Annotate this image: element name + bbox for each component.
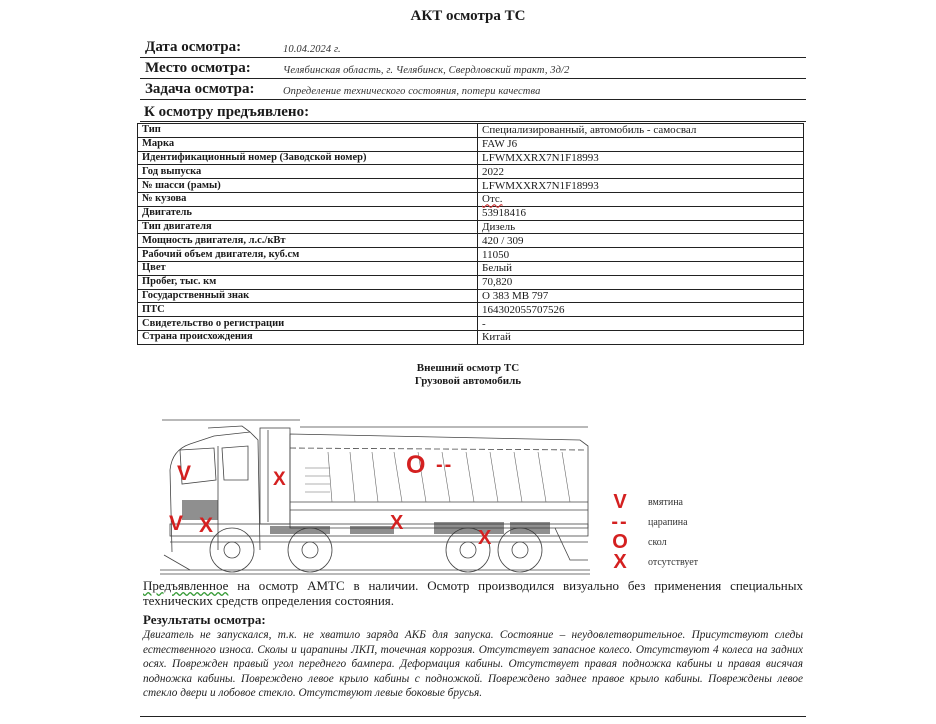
table-row xyxy=(138,137,804,151)
table-row xyxy=(138,303,804,317)
spec-value: Дизель xyxy=(478,220,804,234)
inspection-title: Внешний осмотр ТС xyxy=(416,362,520,374)
table-row xyxy=(138,192,804,206)
spec-value: 420 / 309 xyxy=(478,234,804,248)
table-row xyxy=(138,165,804,179)
spec-key: Мощность двигателя, л.с./кВт xyxy=(138,234,478,248)
spec-key: Идентификационный номер (Заводской номер) xyxy=(138,151,478,165)
table-row xyxy=(138,179,804,193)
spec-value: Отс. xyxy=(478,192,804,206)
spec-value: LFWMXXRX7N1F18993 xyxy=(478,151,804,165)
spec-key: Страна происхождения xyxy=(138,330,478,344)
spec-key: Цвет xyxy=(138,261,478,275)
spec-value: О 383 МВ 797 xyxy=(478,289,804,303)
spec-key: № кузова xyxy=(138,192,478,206)
note-text: на осмотр АМТС в наличии. Осмотр производился визуально без применения специальных технических средств определения состояния. xyxy=(143,578,803,608)
spec-value: Белый xyxy=(478,261,804,275)
missing-mark-wheels: X xyxy=(478,527,492,549)
spec-key: Марка xyxy=(138,137,478,151)
legend-item xyxy=(608,552,748,572)
legend-item xyxy=(608,532,748,552)
missing-icon: X xyxy=(613,551,627,573)
legend-item xyxy=(608,492,748,512)
spec-value: 70,820 xyxy=(478,275,804,289)
spec-key: ПТС xyxy=(138,303,478,317)
table-row xyxy=(138,261,804,275)
table-row xyxy=(138,317,804,331)
table-row xyxy=(138,330,804,344)
spec-value: LFWMXXRX7N1F18993 xyxy=(478,179,804,193)
inspection-note xyxy=(143,578,803,608)
inspection-subtitle: Грузовой автомобиль xyxy=(414,375,522,387)
place-value: Челябинская область, г. Челябинск, Свердловский тракт, 3д/2 xyxy=(283,65,570,76)
spec-value: Китай xyxy=(478,330,804,344)
spec-key: Тип двигателя xyxy=(138,220,478,234)
task-label: Задача осмотра: xyxy=(145,81,255,97)
spec-key: Тип xyxy=(138,124,478,138)
spec-value: FAW J6 xyxy=(478,137,804,151)
legend-label: вмятина xyxy=(648,497,683,508)
place-label: Место осмотра: xyxy=(145,60,251,76)
spec-value: 53918416 xyxy=(478,206,804,220)
date-value: 10.04.2024 г. xyxy=(283,44,341,55)
table-row xyxy=(138,289,804,303)
missing-mark-rail: X xyxy=(390,512,404,534)
legend-label: скол xyxy=(648,537,667,548)
missing-mark-step: X xyxy=(199,514,214,537)
note-first-word: Предъявленное xyxy=(143,578,229,593)
header-row-task xyxy=(140,80,806,100)
header-row-place xyxy=(140,59,806,79)
missing-mark-cab-rear: X xyxy=(273,469,286,490)
document-title: АКТ осмотра ТС xyxy=(410,8,526,24)
table-row xyxy=(138,206,804,220)
spec-key: Двигатель xyxy=(138,206,478,220)
scratch-icon: -- xyxy=(611,511,629,533)
presented-title: К осмотру предъявлено: xyxy=(144,104,310,120)
spec-key: Свидетельство о регистрации xyxy=(138,317,478,331)
task-value: Определение технического состояния, потери качества xyxy=(283,86,541,97)
spec-key: Государственный знак xyxy=(138,289,478,303)
spec-key: Пробег, тыс. км xyxy=(138,275,478,289)
chip-icon: O xyxy=(612,531,628,553)
header-row-date xyxy=(140,38,806,58)
results-title: Результаты осмотра: xyxy=(143,612,266,627)
spec-value: Специализированный, автомобиль - самосвал xyxy=(478,124,804,138)
table-row xyxy=(138,275,804,289)
divider xyxy=(140,121,806,122)
dent-mark-bumper: V xyxy=(169,512,184,535)
table-row xyxy=(138,220,804,234)
table-row xyxy=(138,234,804,248)
spec-value: 164302055707526 xyxy=(478,303,804,317)
legend-item xyxy=(608,512,748,532)
table-row xyxy=(138,124,804,138)
truck-diagram xyxy=(150,410,610,578)
divider xyxy=(140,716,806,717)
spec-value: - xyxy=(478,317,804,331)
results-text: Двигатель не запускался, т.к. не хватило заряда АКБ для запуска. Состояние – неудовлетворительное. Присутствуют следы естественного износа. Сколы и царапины ЛКП, точечная коррозия. Отсутствует запасное колесо. Отсутствуют 4 колеса на задних осях. Поврежден правый угол переднего бампера. Деформация кабины. Отсутствует правая подножка кабины и правая висячая подножка кабины. Повреждено левое крыло кабины с подножкой. Повреждено заднее правое крыло кабины. Повреждены левое стекло двери и лобовое стекло. Отсутствуют левые боковые брусья. xyxy=(143,629,803,700)
chip-mark-body: O xyxy=(406,451,426,479)
scratch-mark-body: -- xyxy=(436,454,454,476)
legend-label: отсутствует xyxy=(648,557,699,568)
vehicle-specs-table xyxy=(137,123,804,345)
dent-icon: V xyxy=(613,491,627,513)
spec-value: 11050 xyxy=(478,248,804,262)
spec-key: Рабочий объем двигателя, куб.см xyxy=(138,248,478,262)
spec-value: 2022 xyxy=(478,165,804,179)
legend-label: царапина xyxy=(648,517,688,528)
spec-key: Год выпуска xyxy=(138,165,478,179)
date-label: Дата осмотра: xyxy=(145,39,242,55)
table-row xyxy=(138,151,804,165)
dent-mark-cab: V xyxy=(177,462,192,485)
spec-key: № шасси (рамы) xyxy=(138,179,478,193)
table-row xyxy=(138,248,804,262)
